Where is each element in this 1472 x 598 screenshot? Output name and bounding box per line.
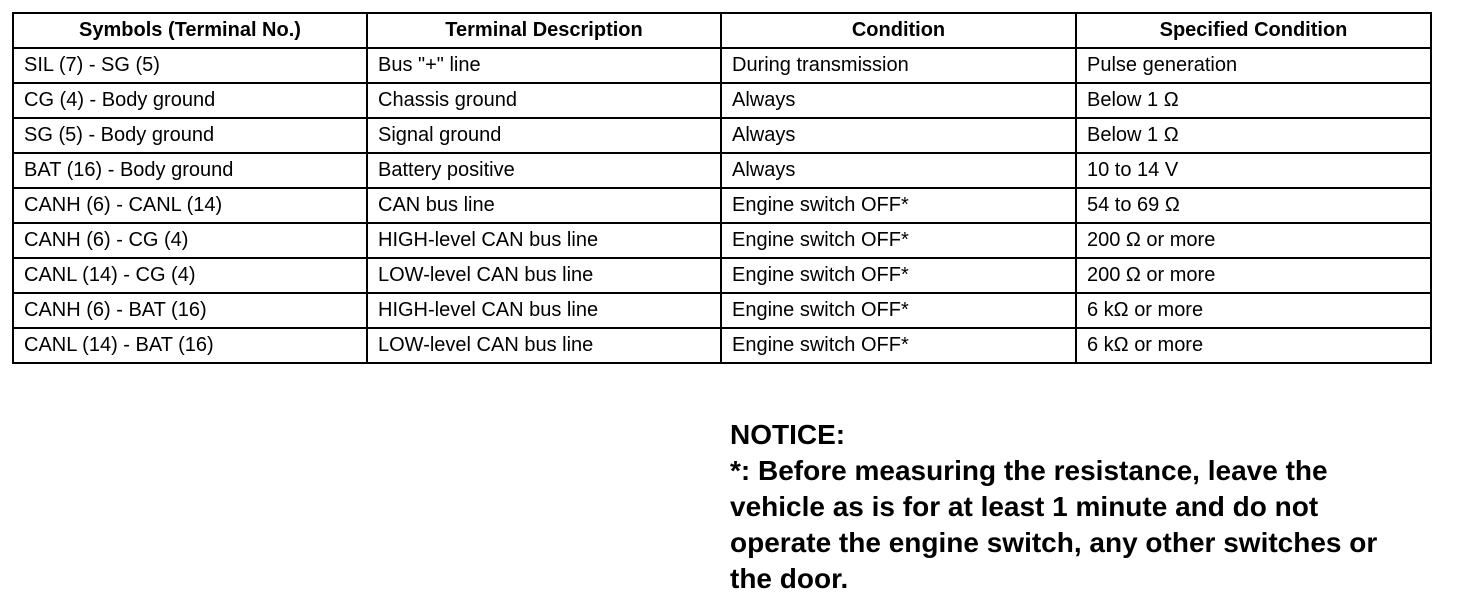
notice-line: the door. bbox=[730, 563, 849, 594]
table-row bbox=[13, 48, 1431, 83]
cell-specified: Below 1 Ω bbox=[1076, 83, 1431, 118]
cell-symbols: SG (5) - Body ground bbox=[13, 118, 367, 153]
cell-description: LOW-level CAN bus line bbox=[367, 328, 721, 363]
cell-condition: Engine switch OFF* bbox=[721, 293, 1076, 328]
header-condition: Condition bbox=[721, 13, 1076, 48]
cell-specified: 200 Ω or more bbox=[1076, 258, 1431, 293]
cell-description: Bus "+" line bbox=[367, 48, 721, 83]
cell-symbols: BAT (16) - Body ground bbox=[13, 153, 367, 188]
cell-condition: During transmission bbox=[721, 48, 1076, 83]
notice-line: vehicle as is for at least 1 minute and do not bbox=[730, 491, 1319, 522]
table-row bbox=[13, 258, 1431, 293]
cell-condition: Always bbox=[721, 153, 1076, 188]
cell-specified: 10 to 14 V bbox=[1076, 153, 1431, 188]
cell-condition: Always bbox=[721, 83, 1076, 118]
cell-symbols: CANH (6) - CG (4) bbox=[13, 223, 367, 258]
table-row bbox=[13, 118, 1431, 153]
cell-symbols: CANH (6) - BAT (16) bbox=[13, 293, 367, 328]
cell-specified: 6 kΩ or more bbox=[1076, 293, 1431, 328]
cell-description: HIGH-level CAN bus line bbox=[367, 223, 721, 258]
table-row bbox=[13, 223, 1431, 258]
cell-symbols: CANL (14) - BAT (16) bbox=[13, 328, 367, 363]
cell-condition: Engine switch OFF* bbox=[721, 328, 1076, 363]
cell-condition: Engine switch OFF* bbox=[721, 223, 1076, 258]
header-terminal-description: Terminal Description bbox=[367, 13, 721, 48]
cell-description: Battery positive bbox=[367, 153, 721, 188]
terminal-spec-table bbox=[12, 12, 1432, 364]
cell-symbols: CANL (14) - CG (4) bbox=[13, 258, 367, 293]
table-row bbox=[13, 83, 1431, 118]
cell-specified: Below 1 Ω bbox=[1076, 118, 1431, 153]
table-row bbox=[13, 328, 1431, 363]
cell-symbols: SIL (7) - SG (5) bbox=[13, 48, 367, 83]
notice-title: NOTICE: bbox=[730, 419, 846, 450]
table-row bbox=[13, 153, 1431, 188]
cell-specified: Pulse generation bbox=[1076, 48, 1431, 83]
table-header-row bbox=[13, 13, 1431, 48]
cell-symbols: CANH (6) - CANL (14) bbox=[13, 188, 367, 223]
cell-condition: Engine switch OFF* bbox=[721, 188, 1076, 223]
table-row bbox=[13, 293, 1431, 328]
cell-symbols: CG (4) - Body ground bbox=[13, 83, 367, 118]
cell-description: Chassis ground bbox=[367, 83, 721, 118]
notice-block bbox=[730, 417, 1460, 597]
header-specified-condition: Specified Condition bbox=[1076, 13, 1431, 48]
cell-description: CAN bus line bbox=[367, 188, 721, 223]
cell-specified: 54 to 69 Ω bbox=[1076, 188, 1431, 223]
notice-line: operate the engine switch, any other switches or bbox=[730, 527, 1378, 558]
cell-condition: Engine switch OFF* bbox=[721, 258, 1076, 293]
cell-specified: 6 kΩ or more bbox=[1076, 328, 1431, 363]
cell-description: LOW-level CAN bus line bbox=[367, 258, 721, 293]
table-row bbox=[13, 188, 1431, 223]
cell-description: Signal ground bbox=[367, 118, 721, 153]
cell-specified: 200 Ω or more bbox=[1076, 223, 1431, 258]
cell-condition: Always bbox=[721, 118, 1076, 153]
notice-line: *: Before measuring the resistance, leave the bbox=[730, 455, 1328, 486]
cell-description: HIGH-level CAN bus line bbox=[367, 293, 721, 328]
header-symbols: Symbols (Terminal No.) bbox=[13, 13, 367, 48]
